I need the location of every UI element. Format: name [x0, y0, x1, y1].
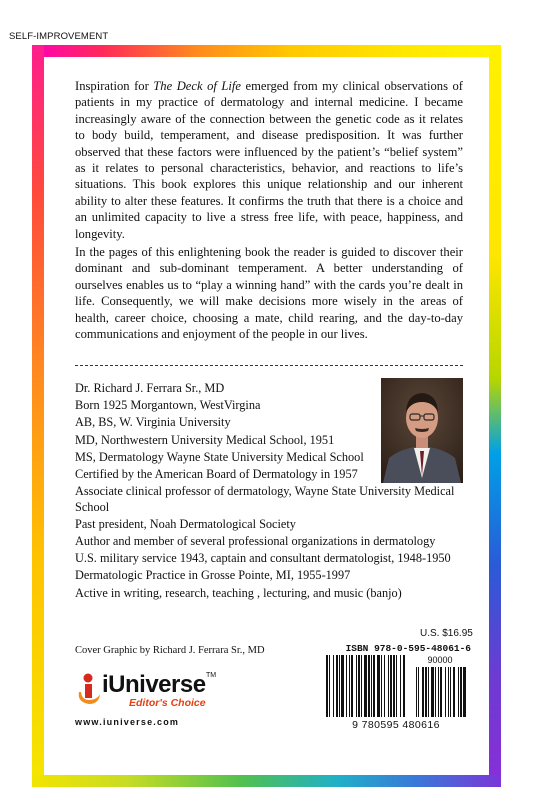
publisher-website: www.iuniverse.com — [75, 717, 180, 727]
addon-barcode-bar — [435, 667, 436, 717]
price-code: 90000 — [427, 655, 453, 665]
barcode-bar — [336, 655, 338, 717]
bio-line: Dermatologic Practice in Grosse Pointe, MI, 1955-1997 — [75, 568, 351, 583]
bio-line: Past president, Noah Dermatological Society — [75, 516, 296, 531]
addon-barcode-bar — [460, 667, 462, 717]
bio-line: MD, Northwestern University Medical School, 1951 — [75, 432, 335, 447]
description-text: emerged from my clinical observations of patients in my practice of dermatology and internal medicine. I became increasingly aware of the connection between the genetic code as it relates to body build, temperament, and disease predisposition. It was further observed that these factors were influenced by the patient’s “belief system” as it relates to personal characteristics, behavior, and reactions to life’s situations. This book explores this unique relationship and our inherent ability to alter these features. It confirms the truth that there is a choice and an unlimited capacity to live a stress free life, with peace, happiness, and longevity. — [75, 79, 463, 241]
barcode-bar — [333, 655, 334, 717]
category-label: SELF-IMPROVEMENT — [9, 31, 109, 42]
barcode-bar — [346, 655, 347, 717]
trademark-mark: TM — [206, 672, 217, 679]
author-photo — [381, 378, 463, 483]
addon-barcode-bar — [418, 667, 419, 717]
barcode-bar — [393, 655, 395, 717]
barcode-bar — [400, 655, 401, 717]
book-title: The Deck of Life — [153, 79, 241, 93]
bio-line: Active in writing, research, teaching , lecturing, and music (banjo) — [75, 585, 402, 600]
bio-line: Dr. Richard J. Ferrara Sr., MD — [75, 381, 225, 395]
barcode-bar — [349, 655, 350, 717]
publisher-name: iUniverse — [102, 671, 206, 698]
price-label: U.S. $16.95 — [420, 628, 473, 639]
bio-line: MS, Dermatology Wayne State University Medical School — [75, 449, 364, 464]
cover-credit: Cover Graphic by Richard J. Ferrara Sr., MD — [75, 645, 265, 656]
addon-barcode-bar — [425, 667, 427, 717]
bio-line: AB, BS, W. Virginia University — [75, 415, 231, 430]
barcode-bar — [381, 655, 382, 717]
description-paragraph-1 — [75, 78, 463, 242]
bio-line: Associate clinical professor of dermatology, Wayne State University Medical School — [75, 484, 455, 514]
description-text: Inspiration for — [75, 79, 154, 93]
barcode-number: 9 780595 480616 — [322, 719, 470, 731]
barcode-bar — [403, 655, 405, 717]
addon-barcode-bar — [448, 667, 449, 717]
barcode-bar — [358, 655, 360, 717]
barcode-bar — [388, 655, 389, 717]
barcode-bar — [361, 655, 362, 717]
addon-barcode-bar — [428, 667, 429, 717]
addon-barcode-bar — [453, 667, 455, 717]
barcode-bar — [371, 655, 372, 717]
bio-line: U.S. military service 1943, captain and consultant dermatologist, 1948-1950 — [75, 551, 451, 566]
addon-barcode-bar — [445, 667, 446, 717]
publisher-tagline: Editor's Choice — [129, 697, 206, 709]
frame-right-border — [489, 45, 501, 787]
barcode-bar — [364, 655, 367, 717]
addon-barcode-bar — [422, 667, 424, 717]
description-paragraph-2: In the pages of this enlightening book the reader is guided to discover their dominant and sub-dominant temperament. A better understanding of ourselves enables us to “play a winning hand” with the cards you’re dealt in life. Consequently, we will make decisions more wisely in the areas of health, career choice, choosing a mate, child rearing, and the day-to-day communications and enjoyment of the people in our lives. — [75, 245, 463, 342]
barcode-bar — [351, 655, 353, 717]
frame-left-border — [32, 45, 44, 787]
addon-barcode-bar — [431, 667, 434, 717]
barcode-bar — [384, 655, 385, 717]
bio-line: Born 1925 Morgantown, WestVirgina — [75, 398, 261, 413]
barcode-bar — [329, 655, 330, 717]
frame-bottom-border — [32, 775, 501, 787]
addon-barcode-bar — [416, 667, 417, 717]
frame-top-border — [32, 45, 501, 57]
barcode-bar — [356, 655, 357, 717]
barcode-bar — [341, 655, 344, 717]
dashed-divider — [75, 365, 463, 366]
addon-barcode-bar — [438, 667, 439, 717]
isbn-text: ISBN 978-0-595-48061-6 — [345, 643, 471, 654]
barcode-bar — [368, 655, 370, 717]
author-portrait-icon — [381, 378, 463, 483]
addon-barcode-bar — [463, 667, 466, 717]
addon-barcode-bar — [440, 667, 442, 717]
barcode-bar — [377, 655, 380, 717]
barcode-bar — [396, 655, 397, 717]
bio-line: Author and member of several professional organizations in dermatology — [75, 534, 436, 549]
bio-line: Certified by the American Board of Dermatology in 1957 — [75, 466, 358, 481]
iuniverse-i-swoosh-logo-icon — [75, 672, 101, 706]
addon-barcode-bar — [458, 667, 459, 717]
barcode-bar — [339, 655, 340, 717]
barcode-bar — [373, 655, 375, 717]
barcode-bar — [390, 655, 392, 717]
barcode-bar — [326, 655, 328, 717]
addon-barcode-bar — [450, 667, 451, 717]
